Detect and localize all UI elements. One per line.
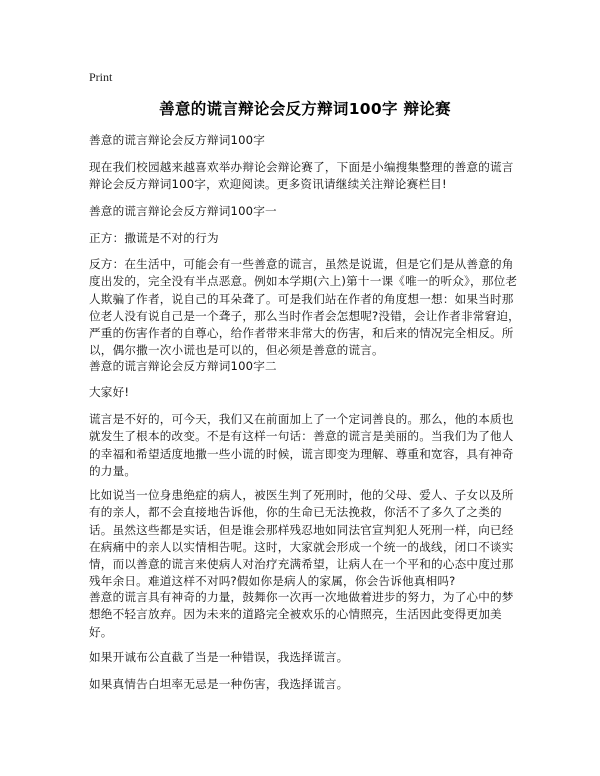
affirmative-statement: 正方：撒谎是不对的行为	[89, 231, 219, 245]
intro-paragraph: 现在我们校园越来越喜欢举办辩论会辩论赛了，下面是小编搜集整理的善意的谎言辩论会反方辩词100字，欢迎阅读。更多资讯请继续关注辩论赛栏目!	[89, 160, 514, 192]
subtitle-paragraph: 善意的谎言辩论会反方辩词100字	[89, 133, 266, 147]
closing-line-2: 如果真情告白坦率无忌是一种伤害，我选择谎言。	[89, 677, 349, 691]
body-paragraph-2: 比如说当一位身患绝症的病人，被医生判了死刑时，他的父母、爱人、子女以及所有的亲人，都不会直接地告诉他，你的生命已无法挽救，你活不了多久了之类的话。虽然这些都是实话，但是谁会那样残忍地如同法官宣判犯人死刑一样，向已经在病痛中的亲人以实情相告呢。这时，大家就会形成一个统一的战线，闭口不谈实情，而以善意的谎言来使病人对治疗充满希望，让病人在一个平和的心态中度过那残年余日。难道这样不对吗?假如你是病人的家属，你会告诉他真相吗?	[89, 488, 514, 589]
section-heading-two: 善意的谎言辩论会反方辩词100字二	[89, 359, 277, 373]
greeting-paragraph: 大家好!	[89, 385, 130, 399]
negative-argument-paragraph: 反方：在生活中，可能会有一些善意的谎言，虽然是说谎，但是它们是从善意的角度出发的，完全没有半点恶意。例如本学期(六上)第十一课《唯一的听众》，那位老人欺骗了作者，说自己的耳朵聋了。可是我们站在作者的角度想一想：如果当时那位老人没有说自己是一个聋子，那么当时作者会怎想呢?没错，会让作者非常窘迫，严重的伤害作者的自尊心，给作者带来非常大的伤害，和后来的情况完全相反。所以，偶尔撒一次小谎也是可以的，但必须是善意的谎言。	[89, 257, 520, 358]
page-title: 善意的谎言辩论会反方辩词100字 辩论赛	[159, 100, 451, 118]
body-paragraph-1: 谎言是不好的，可今天，我们又在前面加上了一个定词善良的。那么，他的本质也就发生了根本的改变。不是有这样一句话：善意的谎言是美丽的。当我们为了他人的幸福和希望适度地撒一些小谎的时候，谎言即变为理解、尊重和宽容，具有神奇的力量。	[89, 412, 514, 478]
print-label: Print	[89, 70, 113, 84]
closing-line-1: 如果开诚布公直截了当是一种错误，我选择谎言。	[89, 650, 349, 664]
body-paragraph-3: 善意的谎言具有神奇的力量，鼓舞你一次再一次地做着进步的努力，为了心中的梦想绝不轻言放弃。因为未来的道路完全被欢乐的心情照亮，生活因此变得更加美好。	[89, 590, 514, 639]
section-heading-one: 善意的谎言辩论会反方辩词100字一	[89, 204, 277, 218]
